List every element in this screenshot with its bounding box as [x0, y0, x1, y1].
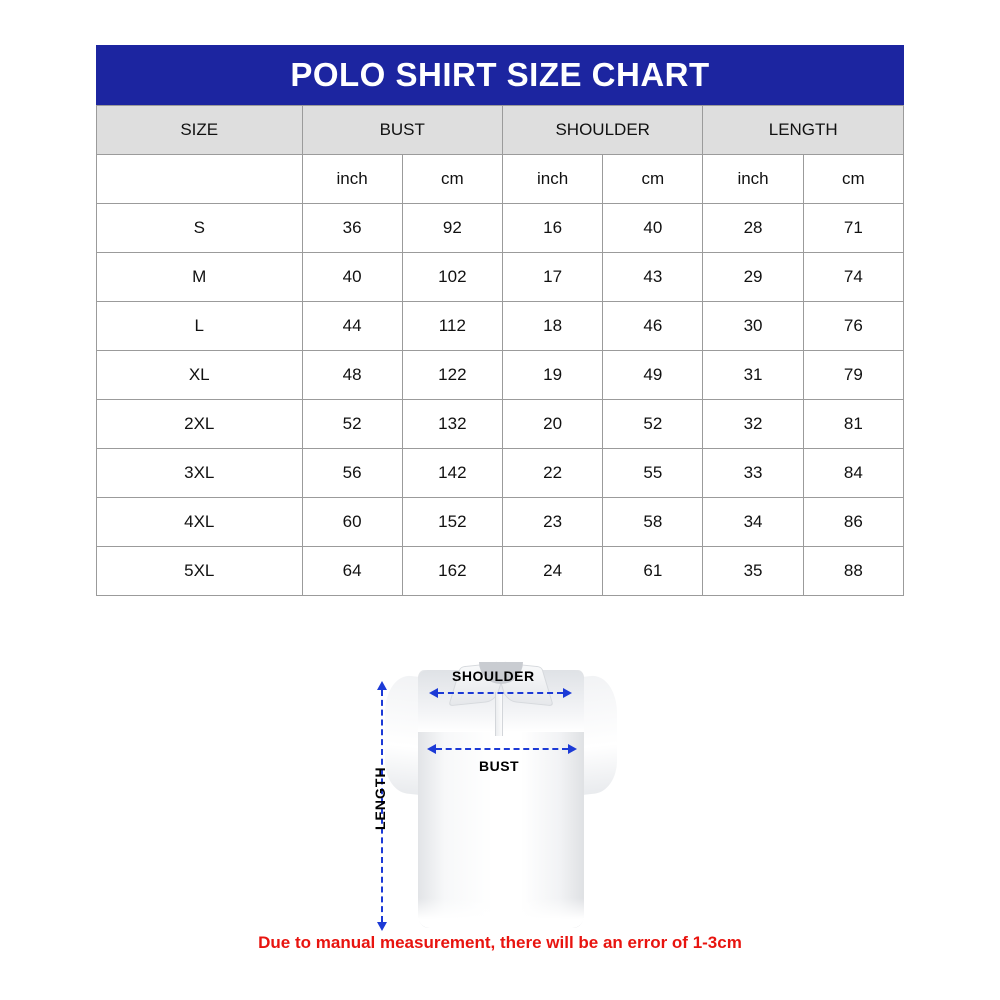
unit-bust-cm: cm [402, 155, 502, 204]
cell-size: S [97, 204, 303, 253]
cell-size: 2XL [97, 400, 303, 449]
unit-bust-inch: inch [302, 155, 402, 204]
table-row [97, 351, 904, 400]
cell-shoulder-cm: 43 [603, 253, 703, 302]
cell-bust-cm: 112 [402, 302, 502, 351]
cell-length-cm: 88 [803, 547, 903, 596]
cell-shoulder-cm: 46 [603, 302, 703, 351]
cell-length-cm: 79 [803, 351, 903, 400]
cell-length-inch: 30 [703, 302, 803, 351]
table-row [97, 253, 904, 302]
cell-size: M [97, 253, 303, 302]
table-row [97, 204, 904, 253]
cell-shoulder-inch: 22 [502, 449, 602, 498]
cell-length-cm: 71 [803, 204, 903, 253]
cell-bust-cm: 122 [402, 351, 502, 400]
shoulder-label: SHOULDER [452, 668, 535, 684]
table-unit-row [97, 155, 904, 204]
cell-shoulder-cm: 61 [603, 547, 703, 596]
cell-bust-inch: 60 [302, 498, 402, 547]
cell-bust-inch: 44 [302, 302, 402, 351]
header-length: LENGTH [703, 106, 904, 155]
cell-bust-inch: 52 [302, 400, 402, 449]
size-chart-table [96, 105, 904, 596]
cell-bust-inch: 36 [302, 204, 402, 253]
shoulder-arrow [438, 692, 563, 694]
table-row [97, 449, 904, 498]
cell-length-inch: 32 [703, 400, 803, 449]
cell-shoulder-inch: 23 [502, 498, 602, 547]
cell-bust-cm: 132 [402, 400, 502, 449]
cell-shoulder-inch: 18 [502, 302, 602, 351]
page-title: POLO SHIRT SIZE CHART [96, 45, 904, 105]
cell-size: XL [97, 351, 303, 400]
cell-length-inch: 34 [703, 498, 803, 547]
cell-length-cm: 84 [803, 449, 903, 498]
bust-label: BUST [479, 758, 520, 774]
cell-shoulder-inch: 24 [502, 547, 602, 596]
table-row [97, 547, 904, 596]
unit-shoulder-cm: cm [603, 155, 703, 204]
cell-shoulder-inch: 19 [502, 351, 602, 400]
cell-bust-cm: 142 [402, 449, 502, 498]
cell-size: 3XL [97, 449, 303, 498]
cell-size: 5XL [97, 547, 303, 596]
unit-length-cm: cm [803, 155, 903, 204]
cell-shoulder-cm: 55 [603, 449, 703, 498]
measurement-diagram [0, 630, 1000, 930]
cell-length-inch: 35 [703, 547, 803, 596]
length-label: LENGTH [372, 766, 388, 830]
cell-length-inch: 28 [703, 204, 803, 253]
cell-bust-cm: 162 [402, 547, 502, 596]
cell-bust-inch: 56 [302, 449, 402, 498]
unit-shoulder-inch: inch [502, 155, 602, 204]
header-shoulder: SHOULDER [502, 106, 702, 155]
cell-length-cm: 74 [803, 253, 903, 302]
cell-length-cm: 76 [803, 302, 903, 351]
cell-size: L [97, 302, 303, 351]
cell-length-inch: 29 [703, 253, 803, 302]
table-row [97, 498, 904, 547]
unit-length-inch: inch [703, 155, 803, 204]
cell-bust-cm: 102 [402, 253, 502, 302]
cell-length-inch: 33 [703, 449, 803, 498]
table-header-row [97, 106, 904, 155]
header-size: SIZE [97, 106, 303, 155]
header-bust: BUST [302, 106, 502, 155]
cell-bust-inch: 48 [302, 351, 402, 400]
cell-bust-cm: 92 [402, 204, 502, 253]
table-row [97, 302, 904, 351]
cell-shoulder-inch: 17 [502, 253, 602, 302]
cell-shoulder-cm: 58 [603, 498, 703, 547]
cell-shoulder-inch: 16 [502, 204, 602, 253]
cell-shoulder-inch: 20 [502, 400, 602, 449]
cell-length-inch: 31 [703, 351, 803, 400]
cell-length-cm: 86 [803, 498, 903, 547]
cell-shoulder-cm: 40 [603, 204, 703, 253]
size-chart-block [96, 45, 904, 596]
cell-length-cm: 81 [803, 400, 903, 449]
cell-shoulder-cm: 52 [603, 400, 703, 449]
cell-size: 4XL [97, 498, 303, 547]
cell-bust-inch: 64 [302, 547, 402, 596]
placket [495, 692, 503, 736]
measurement-note: Due to manual measurement, there will be an error of 1-3cm [258, 933, 742, 952]
table-row [97, 400, 904, 449]
cell-bust-inch: 40 [302, 253, 402, 302]
cell-bust-cm: 152 [402, 498, 502, 547]
unit-blank [97, 155, 303, 204]
bust-arrow [436, 748, 568, 750]
cell-shoulder-cm: 49 [603, 351, 703, 400]
